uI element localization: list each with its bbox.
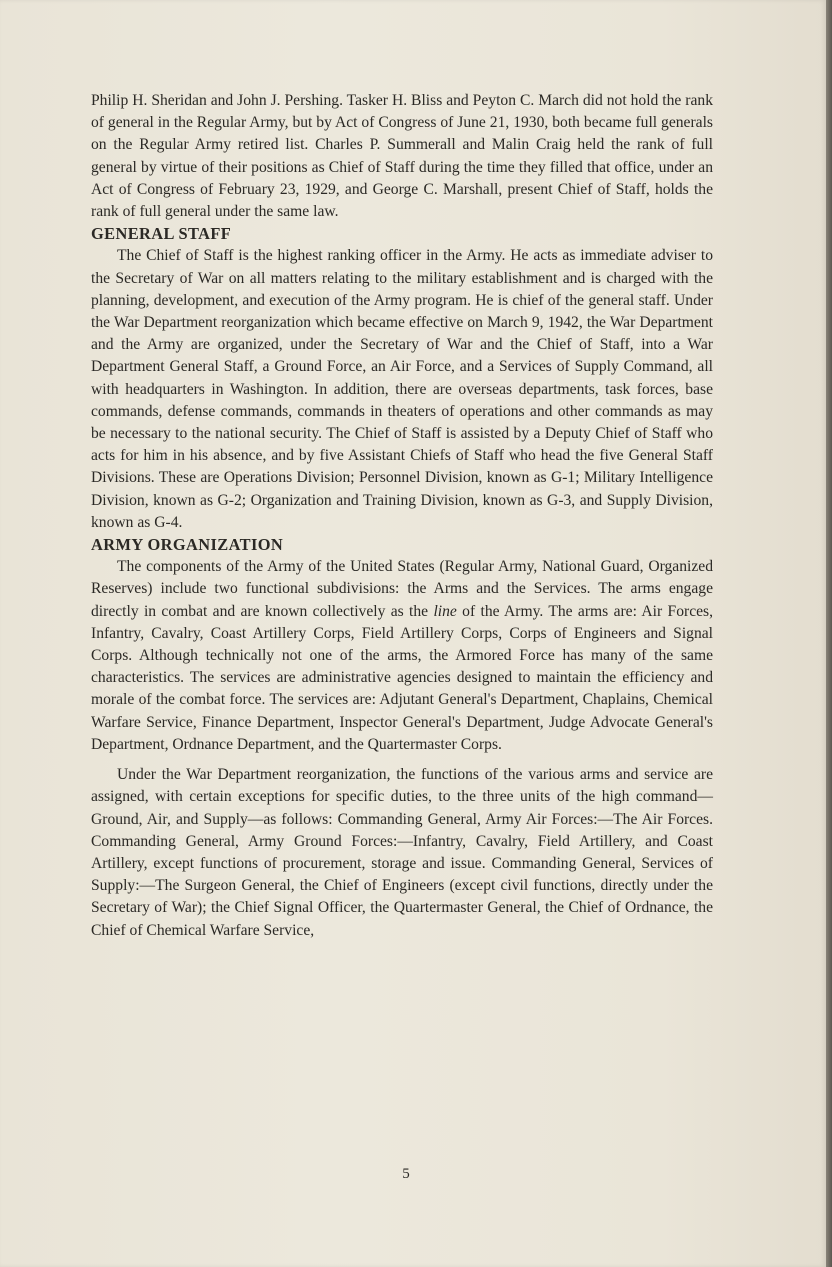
page-edge <box>826 0 832 1267</box>
paragraph-chief-of-staff: The Chief of Staff is the highest ranking officer in the Army. He acts as immediate adviser to the Secretary of War on all matters relating to the military establishment and is charged with the planning, development, and execution of the Army program. He is chief of the general staff. Under the War Department reorganization which became effective on March 9, 1942, the War Department and the Army are organized, under the Secretary of War and the Chief of Staff, into a War Department General Staff, a Ground Force, an Air Force, and a Services of Supply Command, all with headquarters in Washington. In addition, there are overseas departments, task forces, base commands, defense commands, commands in theaters of operations and other commands as may be necessary to the national security. The Chief of Staff is assisted by a Deputy Chief of Staff who acts for him in his absence, and by five Assistant Chiefs of Staff who head the five General Staff Divisions. These are Operations Division; Personnel Division, known as G-1; Military Intelligence Division, known as G-2; Organization and Training Division, known as G-3, and Supply Division, known as G-4. <box>91 247 713 531</box>
body-text <box>91 90 713 942</box>
components-text-end: of the Army. The arms are: Air Forces, Infantry, Cavalry, Coast Artillery Corps, Field Artillery Corps, Corps of Engineers and Signal Corps. Although technically not one of the arms, the Armored Force has many of the same characteristics. The services are administrative agencies designed to maintain the efficiency and morale of the combat force. The services are: Adjutant General's Department, Chaplains, Chemical Warfare Service, Finance Department, Inspector General's Department, Judge Advocate General's Department, Ordnance Department, and the Quartermaster Corps. <box>91 602 714 753</box>
page-number: 5 <box>402 1166 410 1182</box>
paragraph-generals: Philip H. Sheridan and John J. Pershing. Tasker H. Bliss and Peyton C. March did not hold the rank of general in the Regular Army, but by Act of Congress of June 21, 1930, both became full generals on the Regular Army retired list. Charles P. Summerall and Malin Craig held the rank of full general by virtue of their positions as Chief of Staff during the time they filled that office, under an Act of Congress of February 23, 1929, and George C. Marshall, present Chief of Staff, holds the rank of full general under the same law. <box>91 92 713 221</box>
heading-army-organization: ARMY ORGANIZATION <box>91 535 284 555</box>
components-text-start: The components of the Army of the United States (Regular Army, National Guard, Organized Reserves) include two functional subdivisions: the Arms and the Services. The arms engage directly in combat and are known collectively as the <box>91 558 713 620</box>
paragraph-reorganization: Under the War Department reorganization, the functions of the various arms and service are assigned, with certain exceptions for specific duties, to the three units of the high command—Ground, Air, and Supply—as follows: Commanding General, Army Air Forces:—The Air Forces. Commanding General, Army Ground Forces:—Infantry, Cavalry, Field Artillery, and Coast Artillery, except functions of procurement, storage and issue. Commanding General, Services of Supply:—The Surgeon General, the Chief of Engineers (except civil functions, directly under the Secretary of War); the Chief Signal Officer, the Quartermaster General, the Chief of Ordnance, the Chief of Chemical Warfare Service, <box>91 766 713 939</box>
paragraph-components <box>91 556 713 756</box>
heading-general-staff: GENERAL STAFF <box>91 224 232 244</box>
components-text-line: line <box>433 602 457 620</box>
